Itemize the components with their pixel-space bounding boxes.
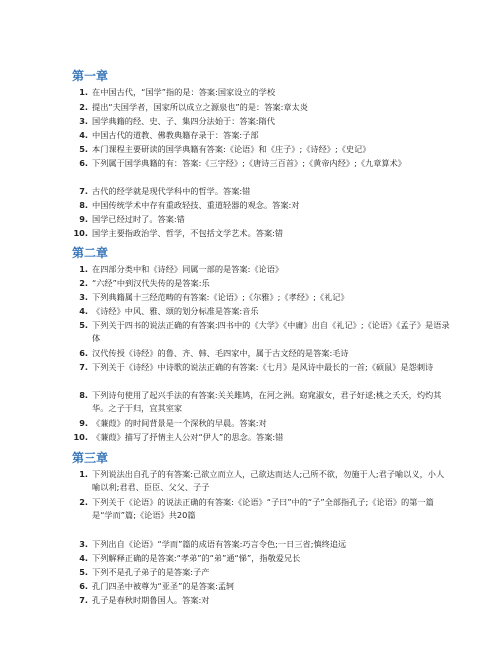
question-text: 汉代传授《诗经》的鲁、齐、韩、毛四家中，属于古文经的是答案:毛诗 <box>92 348 349 358</box>
question-text: 本门课程主要研读的国学典籍有答案:《论语》和《庄子》;《诗经》;《史记》 <box>92 144 371 154</box>
question-text: 《蒹葭》的时间背景是一个深秋的早晨。答案:对 <box>92 418 267 428</box>
question-number: 3. <box>79 116 88 126</box>
question-number: 9. <box>79 214 88 224</box>
question-text: 下列典籍属十三经范畴的有答案:《论语》;《尔雅》;《孝经》;《礼记》 <box>92 292 349 302</box>
question-text: 下列关于四书的说法正确的有答案:四书中的《大学》《中庸》出自《礼记》;《论语》《孟子》是语录体 <box>92 320 450 343</box>
question-text: 下列关于《诗经》中诗歌的说法正确的有答案:《七月》是风诗中最长的一首;《硕鼠》是怨刺诗 <box>92 362 434 372</box>
question-number: 8. <box>79 200 88 210</box>
chapter-1-title: 第一章 <box>72 69 109 83</box>
question-number: 5. <box>79 144 88 154</box>
question-text: 中国古代的道教、佛教典籍存录于：答案:子部 <box>92 130 259 140</box>
question-text: 国学已经过时了。答案:错 <box>92 214 185 224</box>
question-text: 中国传统学术中存有重政轻技、重道轻器的观念。答案:对 <box>92 200 300 210</box>
question-number: 6. <box>79 158 88 168</box>
question-number: 4. <box>79 130 88 140</box>
question-text: 下列关于《论语》的说法正确的有答案:《论语》“子曰”中的“子”全部指孔子;《论语》的第一篇是“学而”篇;《论语》共20篇 <box>92 497 434 520</box>
question-number: 9. <box>79 418 88 428</box>
question-text: 下列属于国学典籍的有：答案:《三字经》;《唐诗三百首》;《黄帝内经》;《九章算术》 <box>92 158 406 168</box>
question-number: 1. <box>79 469 88 479</box>
question-number: 2. <box>79 278 88 288</box>
question-text: 下列说法出自孔子的有答案:己欲立而立人，己欲达而达人;己所不欲，勿施于人;君子喻以义，小人喻以利;君君、臣臣、父父、子子 <box>92 469 445 492</box>
question-text: 《诗经》中风、雅、颂的划分标准是答案:音乐 <box>92 306 259 316</box>
question-text: 孔门四圣中被尊为“亚圣”的是答案:孟轲 <box>92 581 235 591</box>
question-number: 7. <box>79 362 88 372</box>
question-number: 6. <box>79 581 88 591</box>
question-number: 7. <box>79 595 88 605</box>
question-text: 下列解释正确的是答案:“孝弟”的“弟”通“悌”，指敬爱兄长 <box>92 553 301 563</box>
question-number: 5. <box>79 567 88 577</box>
question-number: 7. <box>79 186 88 196</box>
question-text: 在中国古代，“国学”指的是：答案:国家设立的学校 <box>92 87 276 97</box>
question-text: 国学主要指政治学、哲学，不包括文学艺术。答案:错 <box>92 228 284 238</box>
question-text: 下列不是孔子弟子的是答案:子产 <box>92 567 210 577</box>
question-text: 下列诗句使用了起兴手法的有答案:关关雎鸠，在河之洲。窈窕淑女，君子好逑;桃之夭夭，灼灼其华。之子于归，宜其室家 <box>92 390 442 413</box>
question-text: 下列出自《论语》“学而”篇的成语有答案:巧言令色;一日三省;慎终追远 <box>92 539 347 549</box>
question-number: 4. <box>79 553 88 563</box>
question-number: 3. <box>79 292 88 302</box>
question-text: “六经”中到汉代失传的是答案:乐 <box>92 278 210 288</box>
chapter-3-title: 第三章 <box>72 451 109 465</box>
question-number: 5. <box>79 320 88 330</box>
question-number: 2. <box>79 497 88 507</box>
question-number: 4. <box>79 306 88 316</box>
question-number: 3. <box>79 539 88 549</box>
question-number: 8. <box>79 390 88 400</box>
question-number: 6. <box>79 348 88 358</box>
question-number: 1. <box>79 87 88 97</box>
chapter-2-title: 第二章 <box>72 246 109 260</box>
question-number: 10. <box>73 228 88 238</box>
question-text: 《蒹葭》描写了抒情主人公对“伊人”的思念。答案:错 <box>92 432 284 442</box>
question-number: 10. <box>73 432 88 442</box>
question-text: 提出“夫国学者，国家所以成立之源泉也”的是：答案:章太炎 <box>92 102 308 112</box>
question-text: 在四部分类中和《诗经》同属一部的是答案:《论语》 <box>92 264 284 274</box>
question-number: 1. <box>79 264 88 274</box>
question-text: 孔子是春秋时期鲁国人。答案:对 <box>92 595 210 605</box>
question-text: 国学典籍的经、史、子、集四分法始于：答案:隋代 <box>92 116 275 126</box>
question-text: 古代的经学就是现代学科中的哲学。答案:错 <box>92 186 251 196</box>
question-number: 2. <box>79 102 88 112</box>
